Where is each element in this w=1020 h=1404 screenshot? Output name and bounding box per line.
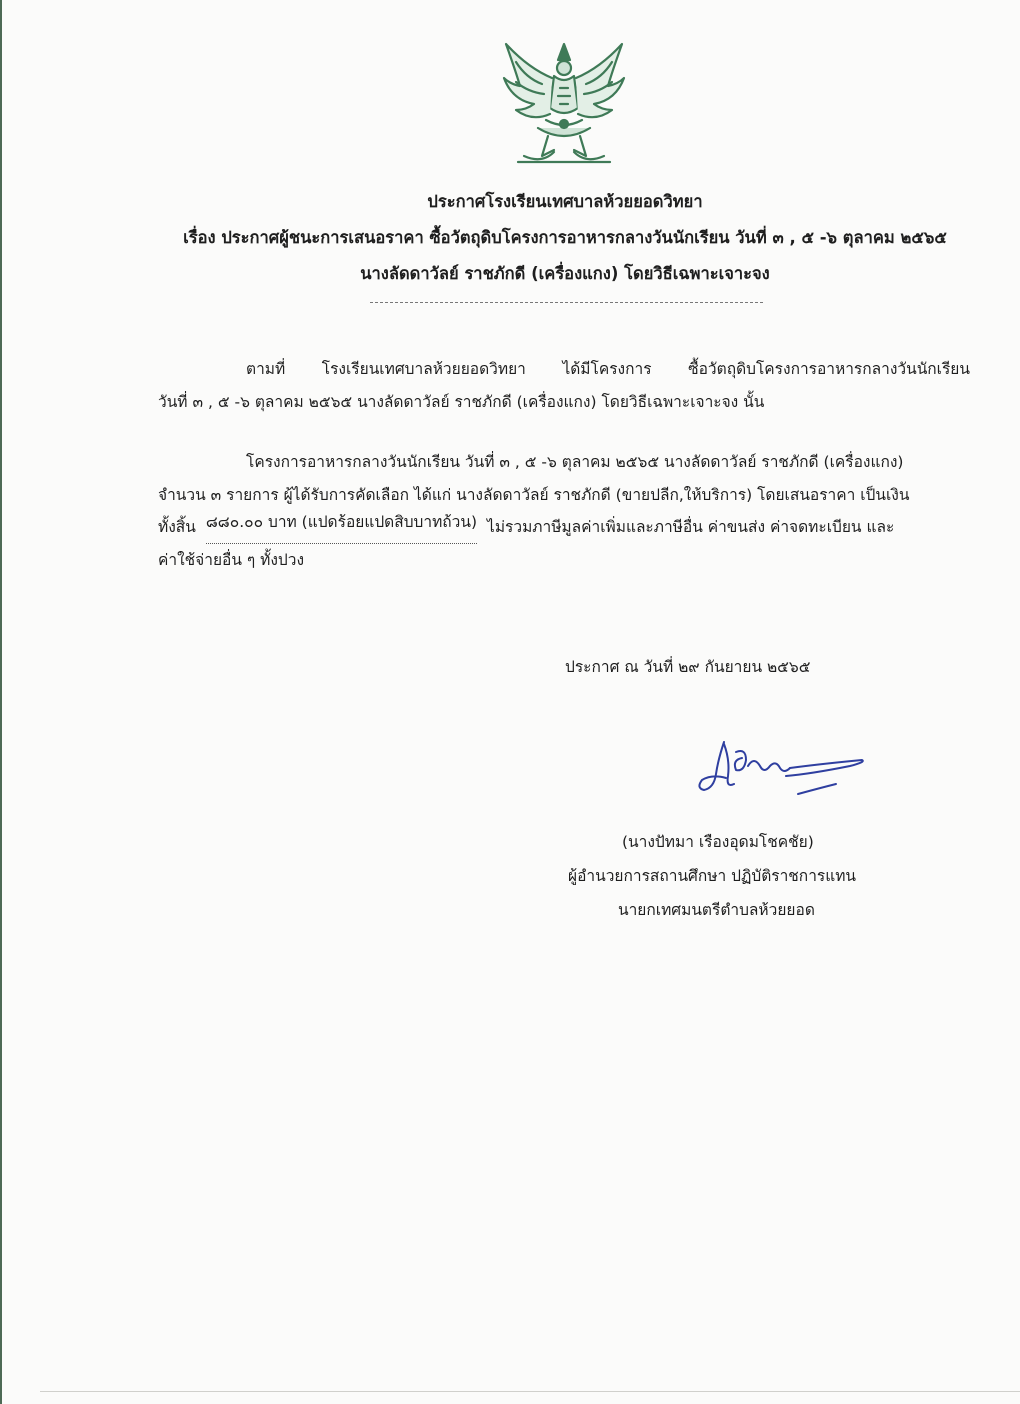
paragraph-2-line-3	[158, 511, 970, 544]
para2-prefix: ทั้งสิ้น	[158, 518, 196, 536]
signer-position-2: นายกเทศมนตรีตำบลห้วยยอด	[618, 901, 815, 919]
page-bottom-edge	[40, 1391, 1020, 1392]
document-title: ประกาศโรงเรียนเทศบาลห้วยยอดวิทยา	[427, 192, 703, 211]
header-separator	[370, 302, 763, 303]
garuda-emblem-icon	[498, 38, 630, 170]
para1-part-2: โรงเรียนเทศบาลห้วยยอดวิทยา	[321, 360, 526, 378]
para1-part-4: ซื้อวัตถุดิบโครงการอาหารกลางวันนักเรียน	[688, 360, 970, 378]
para1-part-1: ตามที่	[246, 360, 286, 378]
paragraph-2-line-4: ค่าใช้จ่ายอื่น ๆ ทั้งปวง	[158, 550, 305, 569]
signer-position: ผู้อำนวยการสถานศึกษา ปฏิบัติราชการแทน	[568, 867, 857, 885]
paragraph-1-line-2: วันที่ ๓ , ๕ -๖ ตุลาคม ๒๕๖๕ นางลัดดาวัลย์ ราชภักดี (เครื่องแกง) โดยวิธีเฉพาะเจาะจง นั้น	[158, 392, 765, 411]
announcement-date: ประกาศ ณ วันที่ ๒๙ กันยายน ๒๕๖๕	[565, 658, 811, 676]
document-subject-continued: นางลัดดาวัลย์ ราชภักดี (เครื่องแกง) โดยวิธีเฉพาะเจาะจง	[360, 264, 770, 283]
para1-part-3: ได้มีโครงการ	[562, 360, 652, 378]
document-header	[0, 184, 1020, 292]
document-subject: เรื่อง ประกาศผู้ชนะการเสนอราคา ซื้อวัตถุดิบโครงการอาหารกลางวันนักเรียน วันที่ ๓ , ๕ -๖ ตุลาคม ๒๕๖๕	[183, 228, 947, 247]
signature-icon	[690, 730, 870, 810]
paragraph-2-line-1: โครงการอาหารกลางวันนักเรียน วันที่ ๓ , ๕ -๖ ตุลาคม ๒๕๖๕ นางลัดดาวัลย์ ราชภักดี (เครื่องแกง)	[246, 453, 904, 471]
para2-suffix: ไม่รวมภาษีมูลค่าเพิ่มและภาษีอื่น ค่าขนส่ง ค่าจดทะเบียน และ	[487, 518, 895, 536]
signer-block	[540, 825, 960, 927]
price-amount: ๘๘๐.๐๐ บาท (แปดร้อยแปดสิบบาทถ้วน)	[206, 511, 477, 544]
paragraph-2-line-2: จำนวน ๓ รายการ ผู้ได้รับการคัดเลือก ได้แก่ นางลัดดาวัลย์ ราชภักดี (ขายปลีก,ให้บริการ) โดยเสนอราคา เป็นเงิน	[158, 485, 910, 504]
document-body	[158, 353, 970, 576]
paragraph-1-line-1	[158, 353, 970, 386]
signer-name: (นางปัทมา เรืองอุดมโชคชัย)	[622, 833, 814, 851]
